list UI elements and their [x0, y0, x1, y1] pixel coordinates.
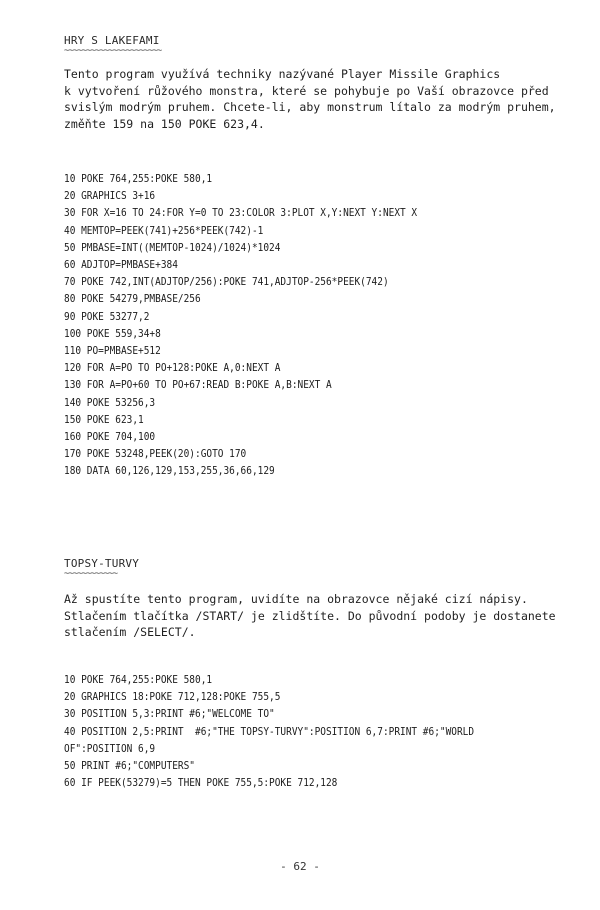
description-line: k vytvoření růžového monstra, které se pohybuje po Vaší obrazovce před: [64, 83, 549, 98]
code-line: 90 POKE 53277,2: [64, 309, 150, 323]
section-1-heading: [64, 34, 161, 54]
code-line: 50 PRINT #6;"COMPUTERS": [64, 759, 196, 773]
code-line: 170 POKE 53248,PEEK(20):GOTO 170: [64, 447, 247, 461]
code-line: 130 FOR A=PO+60 TO PO+67:READ B:POKE A,B:NEXT A: [64, 378, 332, 392]
code-line: 160 POKE 704,100: [64, 430, 156, 444]
description-line: Stlačením tlačítka /START/ je zlidštíte. Do původní podoby je dostanete: [64, 608, 556, 623]
page-number: - 62 -: [280, 860, 320, 873]
section-1-title: HRY S LAKEFAMI: [64, 34, 160, 47]
code-line: 20 GRAPHICS 3+16: [64, 189, 156, 203]
code-line: 60 ADJTOP=PMBASE+384: [64, 258, 178, 272]
description-line: změňte 159 na 150 POKE 623,4.: [64, 116, 265, 131]
section-2-code-listing: [64, 671, 574, 791]
code-line: 70 POKE 742,INT(ADJTOP/256):POKE 741,ADJTOP-256*PEEK(742): [64, 275, 389, 289]
code-line: 50 PMBASE=INT((MEMTOP-1024)/1024)*1024: [64, 240, 281, 254]
code-line: 60 IF PEEK(53279)=5 THEN POKE 755,5:POKE 712,128: [64, 776, 338, 790]
description-line: Až spustíte tento program, uvidíte na obrazovce nějaké cizí nápisy.: [64, 592, 528, 606]
section-2-heading: [64, 557, 139, 577]
section-2-description: [64, 591, 564, 641]
code-line: 30 POSITION 5,3:PRINT #6;"WELCOME TO": [64, 707, 275, 721]
code-line: 120 FOR A=PO TO PO+128:POKE A,0:NEXT A: [64, 361, 281, 375]
description-line: stlačením /SELECT/.: [64, 625, 196, 639]
code-line: 10 POKE 764,255:POKE 580,1: [64, 673, 213, 686]
description-line: svislým modrým pruhem. Chcete-li, aby monstrum lítalo za modrým pruhem,: [64, 100, 556, 114]
code-line: OF":POSITION 6,9: [64, 741, 156, 755]
section-1-description: [64, 66, 564, 132]
code-line: 150 POKE 623,1: [64, 412, 144, 426]
code-line: 180 DATA 60,126,129,153,255,36,66,129: [64, 464, 275, 478]
code-line: 40 POSITION 2,5:PRINT #6;"THE TOPSY-TURVY":POSITION 6,7:PRINT #6;"WORLD: [64, 724, 475, 738]
section-2-underline: ~~~~~~~~~~~~: [64, 569, 118, 579]
code-line: 40 MEMTOP=PEEK(741)+256*PEEK(742)-1: [64, 223, 264, 237]
code-line: 100 POKE 559,34+8: [64, 326, 161, 340]
description-line: Tento program využívá techniky nazývané Player Missile Graphics: [64, 67, 501, 81]
code-line: 80 POKE 54279,PMBASE/256: [64, 292, 201, 306]
section-2-title: TOPSY-TURVY: [64, 557, 140, 570]
code-line: 140 POKE 53256,3: [64, 395, 156, 409]
code-line: 30 FOR X=16 TO 24:FOR Y=0 TO 23:COLOR 3:PLOT X,Y:NEXT Y:NEXT X: [64, 206, 418, 220]
section-1-code-listing: [64, 170, 574, 480]
section-1-underline: ~~~~~~~~~~~~~~~~~~~~~~: [64, 46, 162, 56]
code-line: 10 POKE 764,255:POKE 580,1: [64, 172, 213, 185]
code-line: 20 GRAPHICS 18:POKE 712,128:POKE 755,5: [64, 690, 281, 704]
code-line: 110 PO=PMBASE+512: [64, 344, 161, 358]
